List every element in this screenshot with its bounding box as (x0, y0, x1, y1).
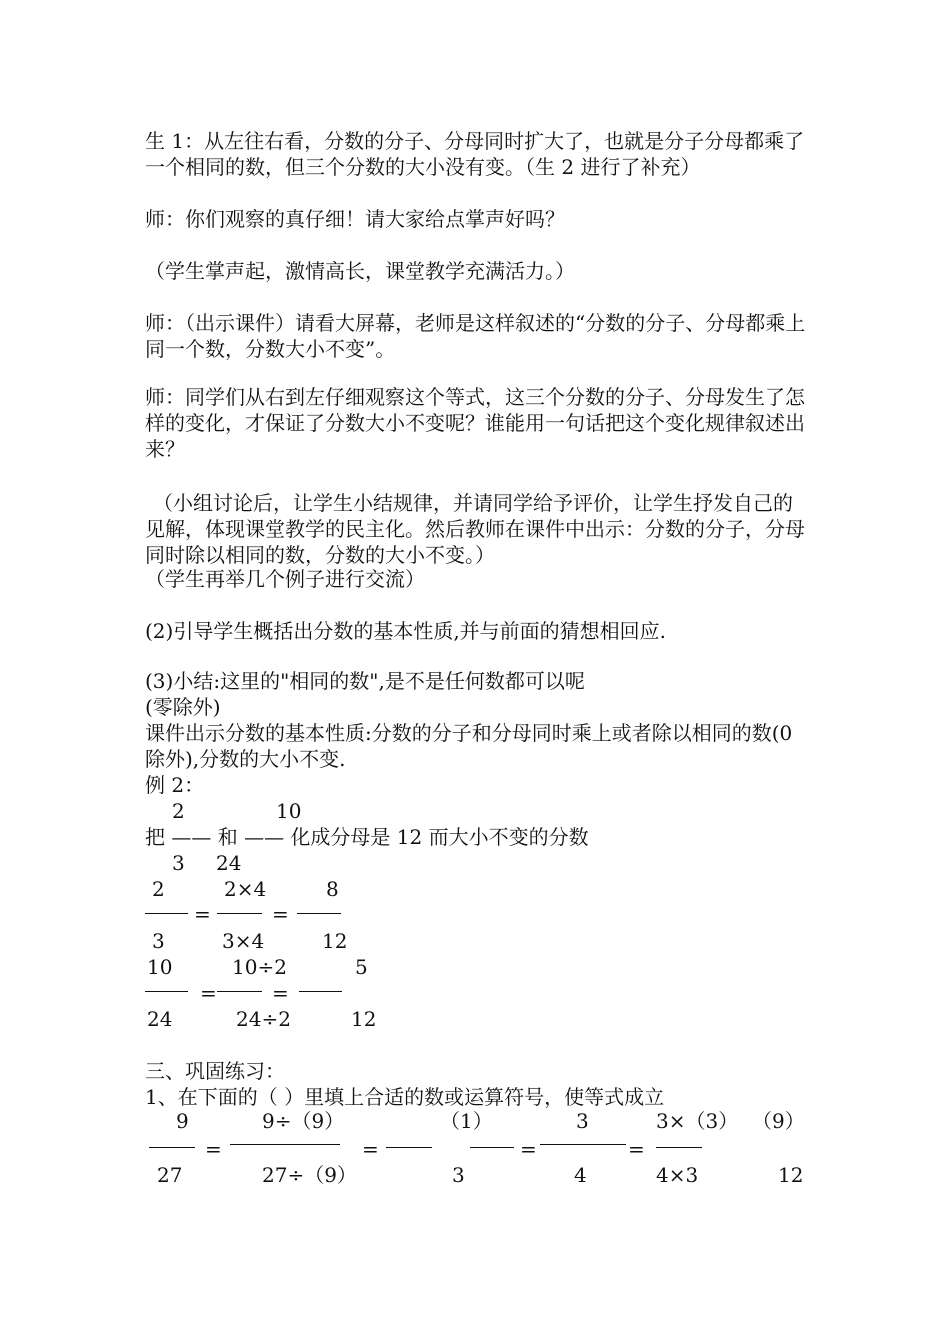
paragraph-basic-property: 课件出示分数的基本性质:分数的分子和分母同时乘上或者除以相同的数(0 除外),分数的大小不变. (145, 721, 793, 771)
eq1-denominator-3: 12 (322, 929, 348, 953)
eq2-fraction-bar-1 (145, 991, 188, 992)
eq2-denominator-2: 24÷2 (236, 1007, 291, 1031)
practice-denominator-b: 27÷（9） (262, 1163, 357, 1187)
practice-denominator-e: 4×3 (656, 1163, 699, 1187)
practice-numerator-c: （1） (440, 1109, 493, 1133)
eq1-fraction-bar-3 (297, 913, 341, 914)
eq1-equals-1: = (194, 902, 211, 926)
eq2-fraction-bar-2 (217, 991, 262, 992)
example2-denominator-b: 24 (216, 851, 242, 875)
paragraph-more-examples: （学生再举几个例子进行交流） (145, 567, 425, 591)
practice-denominator-d: 4 (574, 1163, 587, 1187)
paragraph-teacher-question: 师：同学们从右到左仔细观察这个等式，这三个分数的分子、分母发生了怎样的变化，才保证了分数大小不变呢？谁能用一句话把这个变化规律叙述出来？ (145, 385, 805, 461)
practice-fraction-bar-e (656, 1147, 702, 1148)
example2-numerator-a: 2 (172, 799, 185, 823)
eq1-numerator-3: 8 (326, 877, 339, 901)
eq2-equals-1: = (200, 981, 217, 1005)
paragraph-applause-note: （学生掌声起，激情高长，课堂教学充满活力。） (145, 259, 575, 283)
practice-item-1: 1、在下面的（ ）里填上合适的数或运算符号，使等式成立 (145, 1085, 665, 1109)
practice-fraction-bar-b (230, 1144, 340, 1145)
eq1-denominator-1: 3 (152, 929, 165, 953)
practice-fraction-bar-c (386, 1147, 432, 1148)
eq2-numerator-1: 10 (147, 955, 173, 979)
practice-equals-2: = (362, 1137, 379, 1161)
eq2-denominator-1: 24 (147, 1007, 173, 1031)
practice-fraction-bar-d-left (470, 1147, 514, 1148)
eq2-numerator-3: 5 (355, 955, 368, 979)
eq1-denominator-2: 3×4 (222, 929, 265, 953)
paragraph-teacher-slide: 师：（出示课件）请看大屏幕，老师是这样叙述的“分数的分子、分母都乘上同一个数，分数大小不变”。 (145, 311, 806, 361)
practice-denominator-a: 27 (157, 1163, 183, 1187)
paragraph-student-observation: 生 1：从左往右看，分数的分子、分母同时扩大了，也就是分子分母都乘了一个相同的数，但三个分数的大小没有变。（生 2 进行了补充） (145, 129, 805, 179)
eq1-fraction-bar-1 (145, 913, 188, 914)
eq2-fraction-bar-3 (299, 991, 342, 992)
example2-denominator-a: 3 (172, 851, 185, 875)
eq1-numerator-2: 2×4 (224, 877, 267, 901)
practice-numerator-f: （9） (752, 1109, 805, 1133)
practice-equals-1: = (205, 1137, 222, 1161)
eq2-equals-2: = (272, 981, 289, 1005)
practice-denominator-f: 12 (778, 1163, 804, 1187)
practice-numerator-e: 3×（3） (656, 1109, 739, 1133)
practice-numerator-b: 9÷（9） (262, 1109, 345, 1133)
paragraph-teacher-praise: 师：你们观察的真仔细！请大家给点掌声好吗？ (145, 207, 565, 231)
example2-sentence: 把 —— 和 —— 化成分母是 12 而大小不变的分数 (145, 825, 589, 849)
eq1-equals-2: = (272, 902, 289, 926)
practice-numerator-d: 3 (576, 1109, 589, 1133)
paragraph-zero-excluded: (零除外) (145, 695, 221, 719)
practice-fraction-bar-a (149, 1147, 195, 1148)
example-2-label: 例 2： (145, 773, 205, 797)
example2-numerator-b: 10 (276, 799, 302, 823)
eq1-numerator-1: 2 (152, 877, 165, 901)
eq2-denominator-3: 12 (351, 1007, 377, 1031)
paragraph-group-discussion: （小组讨论后，让学生小结规律，并请同学给予评价，让学生抒发自己的见解，体现课堂教学的民主化。然后教师在课件中出示：分数的分子，分母同时除以相同的数，分数的大小不变。） (145, 491, 805, 567)
paragraph-guide-summary: (2)引导学生概括出分数的基本性质,并与前面的猜想相回应. (145, 619, 667, 643)
eq2-numerator-2: 10÷2 (232, 955, 287, 979)
practice-numerator-a: 9 (176, 1109, 189, 1133)
eq1-fraction-bar-2 (217, 913, 262, 914)
practice-equals-3: = (520, 1137, 537, 1161)
practice-denominator-c: 3 (452, 1163, 465, 1187)
paragraph-summary-question: (3)小结:这里的"相同的数",是不是任何数都可以呢 (145, 669, 585, 693)
practice-equals-4: = (628, 1137, 645, 1161)
practice-heading: 三、巩固练习： (145, 1059, 285, 1083)
practice-fraction-bar-d (540, 1144, 626, 1145)
